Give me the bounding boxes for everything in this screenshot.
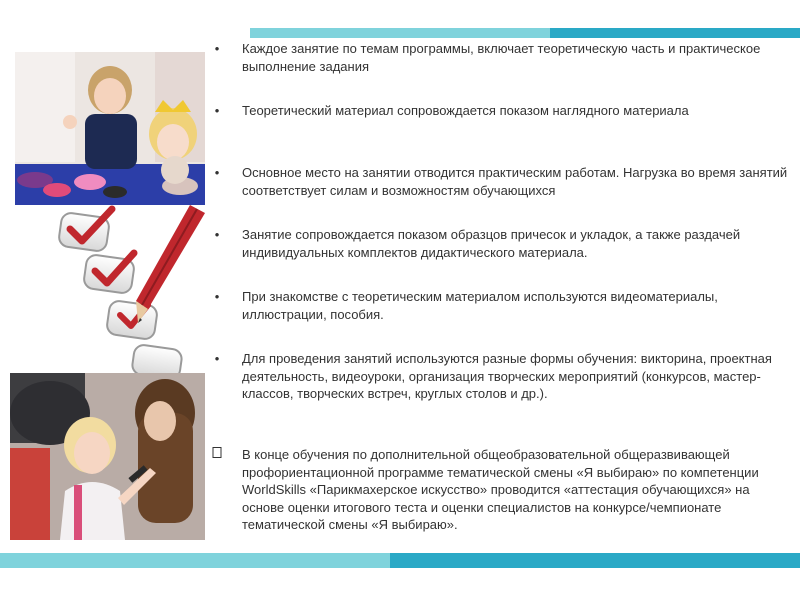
list-item bbox=[210, 40, 790, 75]
checklist-illustration bbox=[30, 205, 210, 375]
bottom-accent-bar bbox=[0, 553, 800, 568]
list-item-text: Теоретический материал сопровождается показом наглядного материала bbox=[242, 103, 689, 118]
list-item bbox=[210, 350, 790, 403]
list-item-text: При знакомстве с теоретическим материалом используются видеоматериалы, иллюстрации, пособия. bbox=[242, 289, 718, 322]
list-item-text: Для проведения занятий используются разные формы обучения: викторина, проектная деятельность, видеоуроки, организация творческих мероприятий (конкурсов, мастер-классов, творческих встреч, круглых столов и др.). bbox=[242, 351, 772, 401]
list-item bbox=[210, 446, 790, 534]
list-item bbox=[210, 102, 790, 120]
bullet-marker: • bbox=[214, 351, 220, 366]
top-accent-bar bbox=[250, 28, 800, 38]
list-item-text: В конце обучения по дополнительной общеобразовательной общеразвивающей профориентационной программе тематической смены «Я выбираю» по компетенции WorldSkills «Парикмахерское искусство» проводится «аттестация обучающихся» на основе оценки итогового теста и оценки специалистов на конкурсе/чемпионате тематической смены «Я выбираю». bbox=[242, 447, 759, 532]
bullet-marker: • bbox=[214, 41, 220, 56]
bottom-accent-bar-light bbox=[0, 553, 390, 568]
list-item-text: Каждое занятие по темам программы, включает теоретическую часть и практическое выполнение задания bbox=[242, 41, 761, 74]
bullet-marker: • bbox=[214, 165, 220, 180]
list-item-text: Занятие сопровождается показом образцов причесок и укладок, а также раздачей индивидуальных комплектов дидактического материала. bbox=[242, 227, 741, 260]
list-item bbox=[210, 288, 790, 323]
empty-box-marker-icon bbox=[210, 446, 224, 464]
bottom-accent-bar-dark bbox=[390, 553, 800, 568]
empty-box-icon bbox=[212, 446, 222, 459]
photo-bottom-illustration bbox=[10, 373, 205, 540]
bullet-marker: • bbox=[214, 227, 220, 242]
top-accent-bar-light bbox=[250, 28, 550, 38]
checklist-with-pencil-icon bbox=[30, 205, 210, 375]
bullet-marker: • bbox=[214, 103, 220, 118]
photo-girl-styling-mannequin-hair bbox=[10, 373, 205, 540]
list-item bbox=[210, 226, 790, 261]
list-item-text: Основное место на занятии отводится практическим работам. Нагрузка во время занятий соответствует силам и возможностям обучающихся bbox=[242, 165, 788, 198]
bullet-marker: • bbox=[214, 289, 220, 304]
list-item bbox=[210, 164, 790, 199]
photo-top-illustration bbox=[15, 52, 205, 205]
top-accent-bar-dark bbox=[550, 28, 800, 38]
photo-girl-with-doll-head bbox=[15, 52, 205, 205]
